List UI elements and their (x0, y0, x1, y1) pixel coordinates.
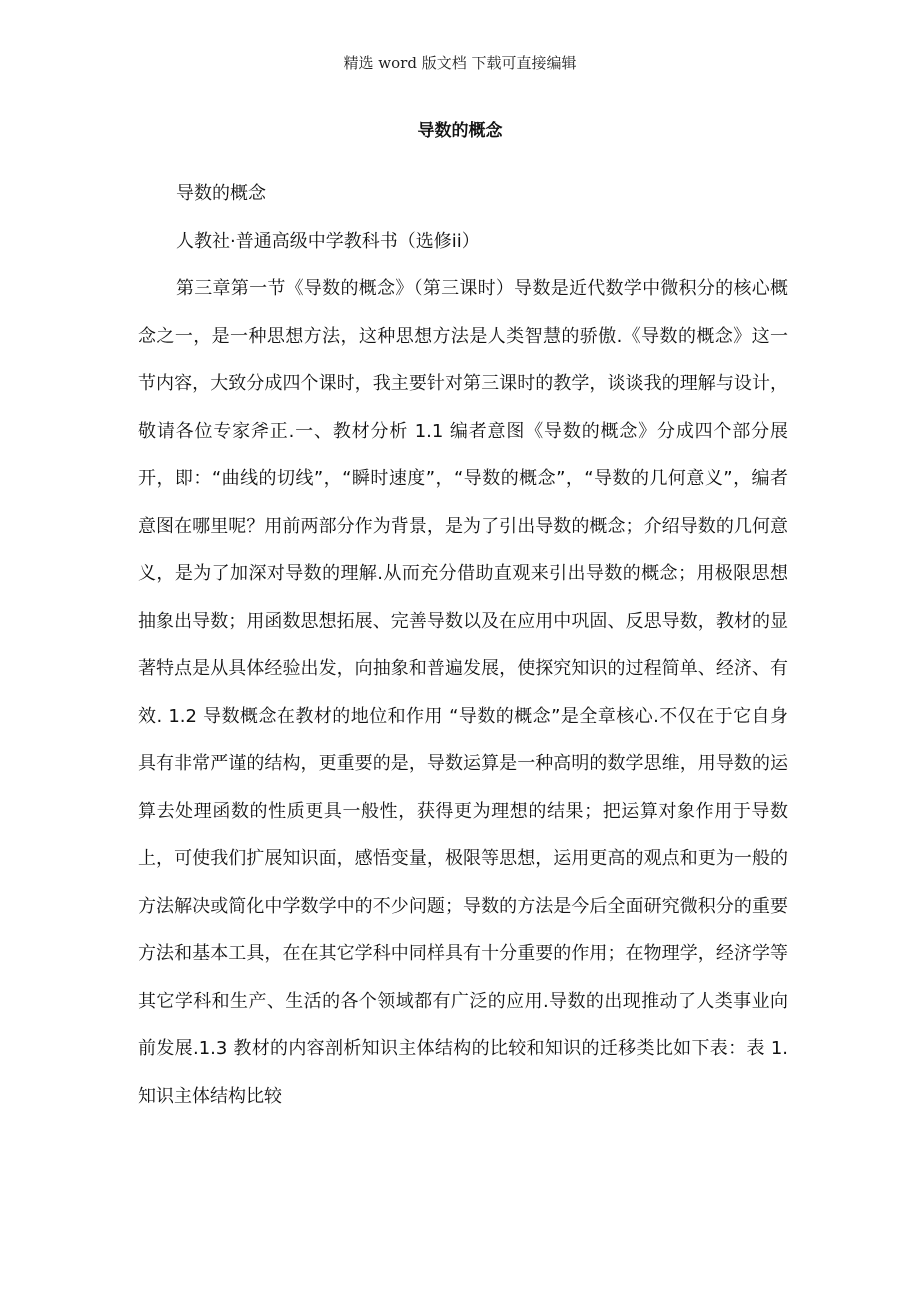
body-paragraph: 第三章第一节《导数的概念》（第三课时）导数是近代数学中微积分的核心概念之一，是一种思想方法，这种思想方法是人类智慧的骄傲.《导数的概念》这一节内容，大致分成四个课时，我主要针对第三课时的教学，谈谈我的理解与设计，敬请各位专家斧正.一、教材分析 1.1 编者意图《导数的概念》分成四个部分展开，即：“曲线的切线”，“瞬时速度”，“导数的概念”，“导数的几何意义”，编者意图在哪里呢？用前两部分作为背景，是为了引出导数的概念；介绍导数的几何意义，是为了加深对导数的理解.从而充分借助直观来引出导数的概念；用极限思想抽象出导数；用函数思想拓展、完善导数以及在应用中巩固、反思导数，教材的显著特点是从具体经验出发，向抽象和普遍发展，使探究知识的过程简单、经济、有效. 1.2 导数概念在教材的地位和作用 “导数的概念”是全章核心.不仅在于它自身具有非常严谨的结构，更重要的是，导数运算是一种高明的数学思维，用导数的运算去处理函数的性质更具一般性，获得更为理想的结果；把运算对象作用于导数上，可使我们扩展知识面，感悟变量，极限等思想，运用更高的观点和更为一般的方法解决或简化中学数学中的不少问题；导数的方法是今后全面研究微积分的重要方法和基本工具，在在其它学科中同样具有十分重要的作用；在物理学，经济学等其它学科和生产、生活的各个领域都有广泛的应用.导数的出现推动了人类事业向前发展.1.3 教材的内容剖析知识主体结构的比较和知识的迁移类比如下表：表 1. 知识主体结构比较 (138, 278, 788, 1107)
textbook-source-paragraph: 人教社·普通高级中学教科书（选修ii） (176, 230, 480, 252)
subtitle-paragraph: 导数的概念 (176, 183, 266, 204)
page-header-banner: 精选 word 版文档 下载可直接编辑 (343, 54, 577, 72)
document-body (138, 170, 788, 1120)
document-title: 导数的概念 (417, 121, 503, 141)
